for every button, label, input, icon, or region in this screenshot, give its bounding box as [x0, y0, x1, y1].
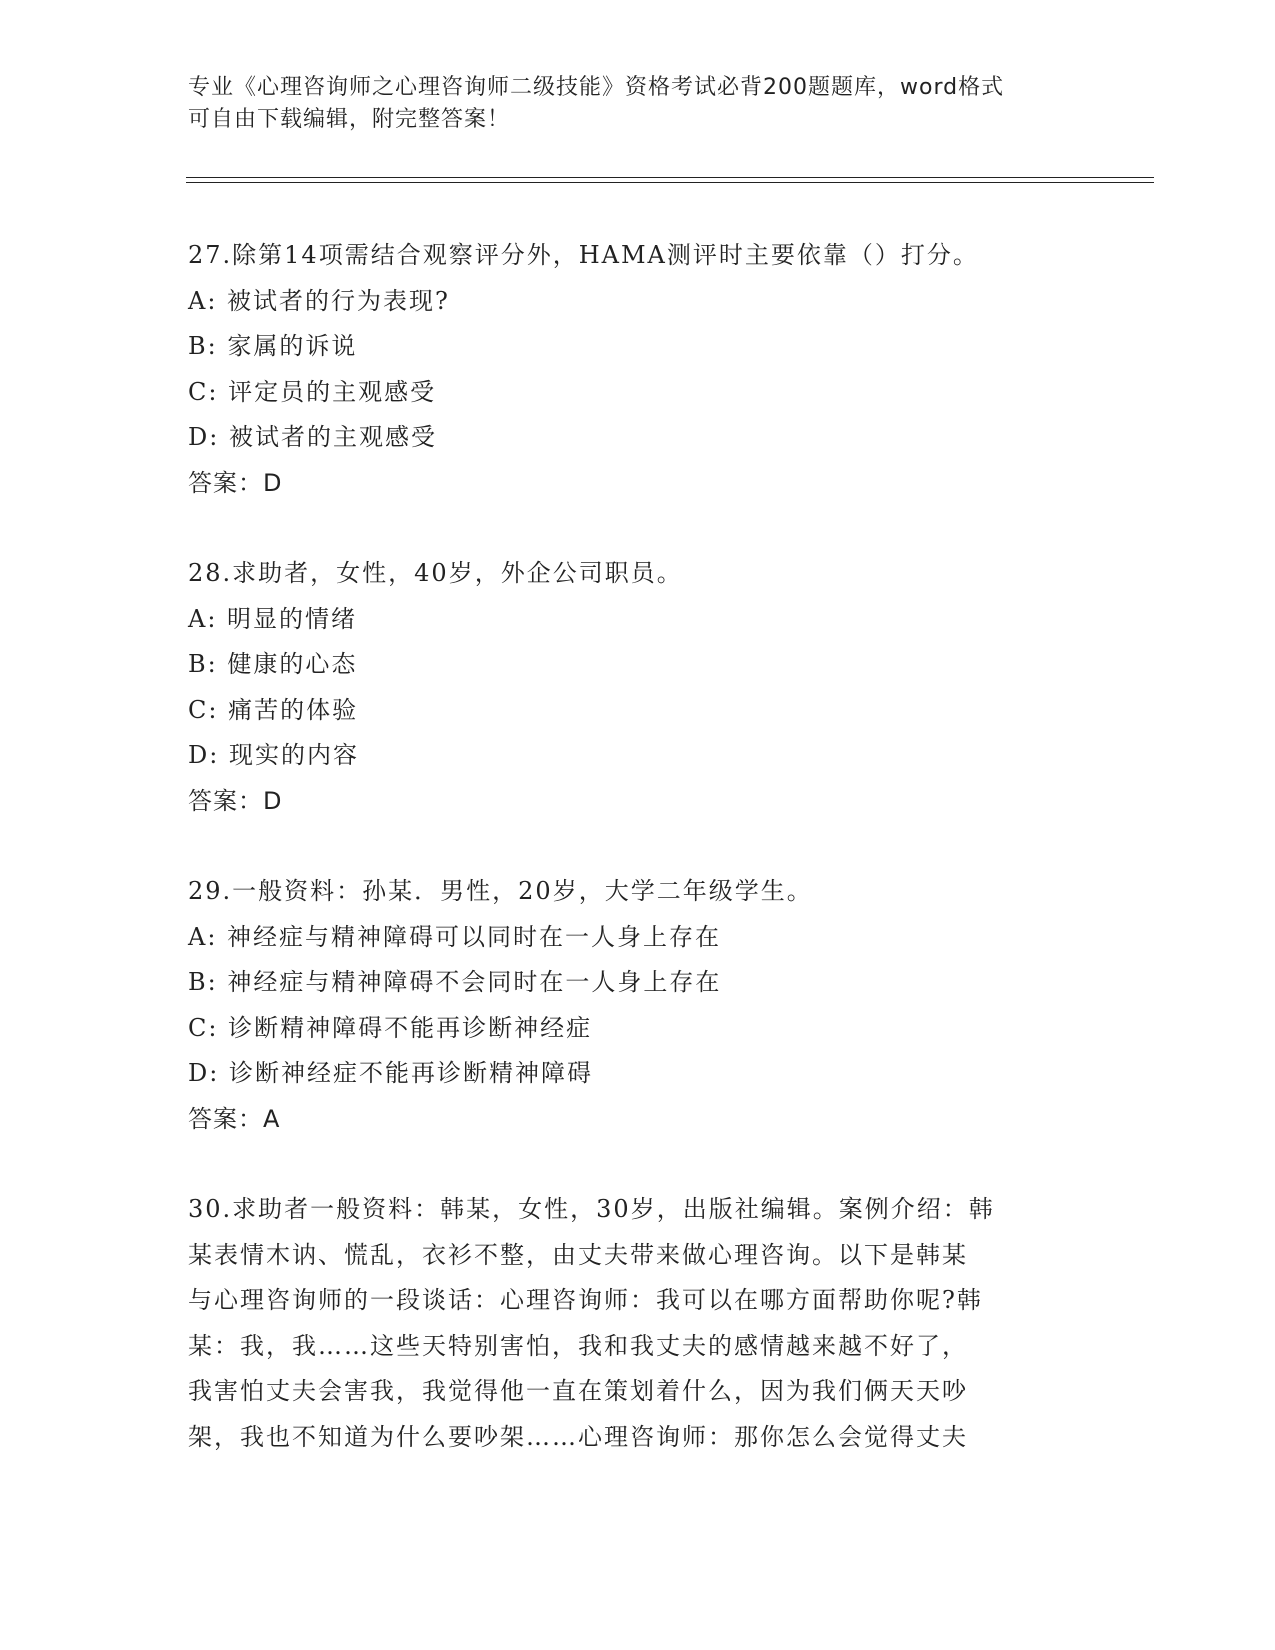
option-a: A: 被试者的行为表现? [188, 286, 450, 315]
block-spacer [188, 1142, 1088, 1187]
block-spacer [188, 824, 1088, 869]
question-text-line: 某表情木讷、慌乱，衣衫不整，由丈夫带来做心理咨询。以下是韩某 [188, 1240, 968, 1269]
option-d: D: 被试者的主观感受 [188, 423, 437, 451]
question-stem: 29.一般资料：孙某．男性，20岁，大学二年级学生。 [188, 877, 813, 905]
question-text-line: 30.求助者一般资料：韩某，女性，30岁，出版社编辑。案例介绍：韩 [188, 1195, 995, 1223]
option-a: A: 明显的情绪 [188, 604, 358, 633]
header-divider-bottom [186, 182, 1154, 183]
question-stem: 28.求助者，女性，40岁，外企公司职员。 [188, 559, 683, 587]
header-line-1: 专业《心理咨询师之心理咨询师二级技能》资格考试必背200题题库，word格式 [188, 75, 1005, 100]
answer-line: 答案：D [188, 468, 283, 497]
question-text-line: 架，我也不知道为什么要吵架……心理咨询师：那你怎么会觉得丈夫 [188, 1422, 968, 1451]
document-header [188, 72, 1088, 136]
header-divider-top [186, 177, 1154, 178]
option-c: C: 评定员的主观感受 [188, 377, 437, 406]
question-text-line: 我害怕丈夫会害我，我觉得他一直在策划着什么，因为我们俩天天吵 [188, 1377, 968, 1405]
block-spacer [188, 506, 1088, 551]
answer-line: 答案：A [188, 1104, 281, 1133]
option-b: B: 家属的诉说 [188, 332, 358, 360]
question-stem: 27.除第14项需结合观察评分外，HAMA测评时主要依靠（）打分。 [188, 241, 979, 269]
option-d: D: 诊断神经症不能再诊断精神障碍 [188, 1059, 593, 1087]
answer-line: 答案：D [188, 786, 283, 815]
question-block-29 [188, 869, 1088, 1142]
option-a: A: 神经症与精神障碍可以同时在一人身上存在 [188, 922, 722, 951]
question-block-28 [188, 551, 1088, 824]
header-line-2: 可自由下载编辑，附完整答案！ [188, 107, 511, 132]
question-list [188, 233, 1088, 1460]
option-b: B: 健康的心态 [188, 650, 358, 678]
question-text-line: 某：我，我……这些天特别害怕，我和我丈夫的感情越来越不好了， [188, 1331, 968, 1360]
question-block-30 [188, 1187, 1088, 1460]
option-b: B: 神经症与精神障碍不会同时在一人身上存在 [188, 968, 722, 996]
option-c: C: 痛苦的体验 [188, 695, 359, 724]
question-block-27 [188, 233, 1088, 506]
question-text-line: 与心理咨询师的一段谈话：心理咨询师：我可以在哪方面帮助你呢?韩 [188, 1286, 983, 1314]
option-d: D: 现实的内容 [188, 741, 359, 769]
option-c: C: 诊断精神障碍不能再诊断神经症 [188, 1013, 593, 1042]
